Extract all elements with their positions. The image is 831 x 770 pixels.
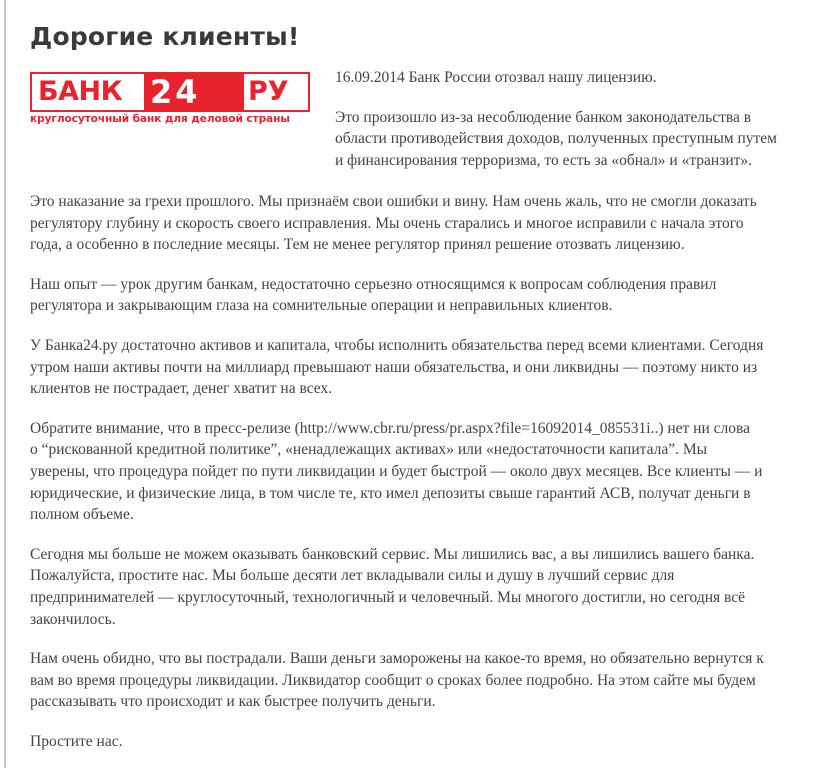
text-line: 16.09.2014 Банк России отозвал нашу лицензию. <box>335 69 657 86</box>
paragraph <box>30 731 764 753</box>
text-line: регулятора и закрывающим глаза на сомнительные операции и неправильных клиентов. <box>30 297 613 315</box>
paragraph <box>30 335 764 400</box>
logo-number-block <box>144 72 244 112</box>
text-line: и финансирования терроризма, то есть за «обнал» и «транзит». <box>335 151 753 169</box>
logo-number: 24 <box>150 73 201 111</box>
text-line: Нам очень обидно, что вы пострадали. Ваши деньги заморожены на какое-то время, но обязательно вернутся к <box>30 650 764 668</box>
text-line: полном объеме. <box>30 506 134 524</box>
text-line: Сегодня мы больше не можем оказывать банковский сервис. Мы лишились вас, а вы лишились вашего банка. <box>30 545 755 563</box>
text-line: Обратите внимание, что в пресс-релизе (http://www.cbr.ru/press/pr.aspx?file=16092014_085531i..) нет ни слова <box>30 419 751 437</box>
text-line: закончилось. <box>30 610 116 628</box>
text-line: юридические, и физические лица, в том числе те, кто имел депозиты свыше гарантий АСВ, получат деньги в <box>30 484 751 502</box>
paragraph <box>335 67 777 89</box>
logo-word: БАНК <box>38 76 123 107</box>
text-line: предпринимателей — круглосуточный, технологичный и человечный. Мы многого достигли, но сегодня всё <box>30 588 746 606</box>
paragraph <box>335 107 777 172</box>
paragraph <box>30 274 764 317</box>
text-line: вам во время процедуры ликвидации. Ликвидатор сообщит о сроках более подробно. На этом сайте мы будем <box>30 671 756 689</box>
page-title: Дорогие клиенты! <box>30 22 300 51</box>
paragraph <box>30 418 764 526</box>
text-line: Наш опыт — урок другим банкам, недостаточно серьезно относящимся к вопросам соблюдения правил <box>30 275 717 293</box>
letter-body <box>30 191 764 770</box>
text-line: регулятору глубину и скорость своего исправления. Мы очень старались и многое исправили с начала этого <box>30 214 744 232</box>
bank24-logo <box>30 72 314 130</box>
text-line: года, а особенно в последние месяцы. Тем не менее регулятор принял решение отозвать лицензию. <box>30 236 685 254</box>
text-line: уверены, что процедура пойдет по пути ликвидации и будет быстрой — около двух месяцев. Все клиенты — и <box>30 462 763 480</box>
text-line: рассказывать что происходит и как быстрее получить деньги. <box>30 693 436 711</box>
paragraph <box>30 191 764 256</box>
text-line: области противодействия доходов, полученных преступным путем <box>335 130 777 148</box>
text-line: Это произошло из-за несоблюдение банком законодательства в <box>335 108 752 126</box>
intro-text <box>335 67 777 189</box>
logo-tagline: круглосуточный банк для деловой страны <box>30 113 290 125</box>
text-line: утром наши активы почти на миллиард превышают наши обязательства, и они ликвидны — поэтому никто из <box>30 358 758 376</box>
text-line: У Банка24.ру достаточно активов и капитала, чтобы исполнить обязательства перед всеми клиентами. Сегодня <box>30 336 764 354</box>
text-line: Пожалуйста, простите нас. Мы больше десяти лет вкладывали силы и душу в лучший сервис для <box>30 567 675 585</box>
text-line: Это наказание за грехи прошлого. Мы признаём свои ошибки и вину. Нам очень жаль, что не смогли доказать <box>30 193 757 210</box>
text-line: клиентов не пострадает, денег хватит на всех. <box>30 380 333 398</box>
text-line: о “рискованной кредитной политике”, «ненадлежащих активах» или «недостаточности капитала”. Мы <box>30 441 708 459</box>
page-border <box>4 0 6 768</box>
logo-domain: РУ <box>248 76 289 107</box>
paragraph <box>30 544 764 630</box>
paragraph <box>30 648 764 713</box>
text-line: Простите нас. <box>30 732 123 750</box>
